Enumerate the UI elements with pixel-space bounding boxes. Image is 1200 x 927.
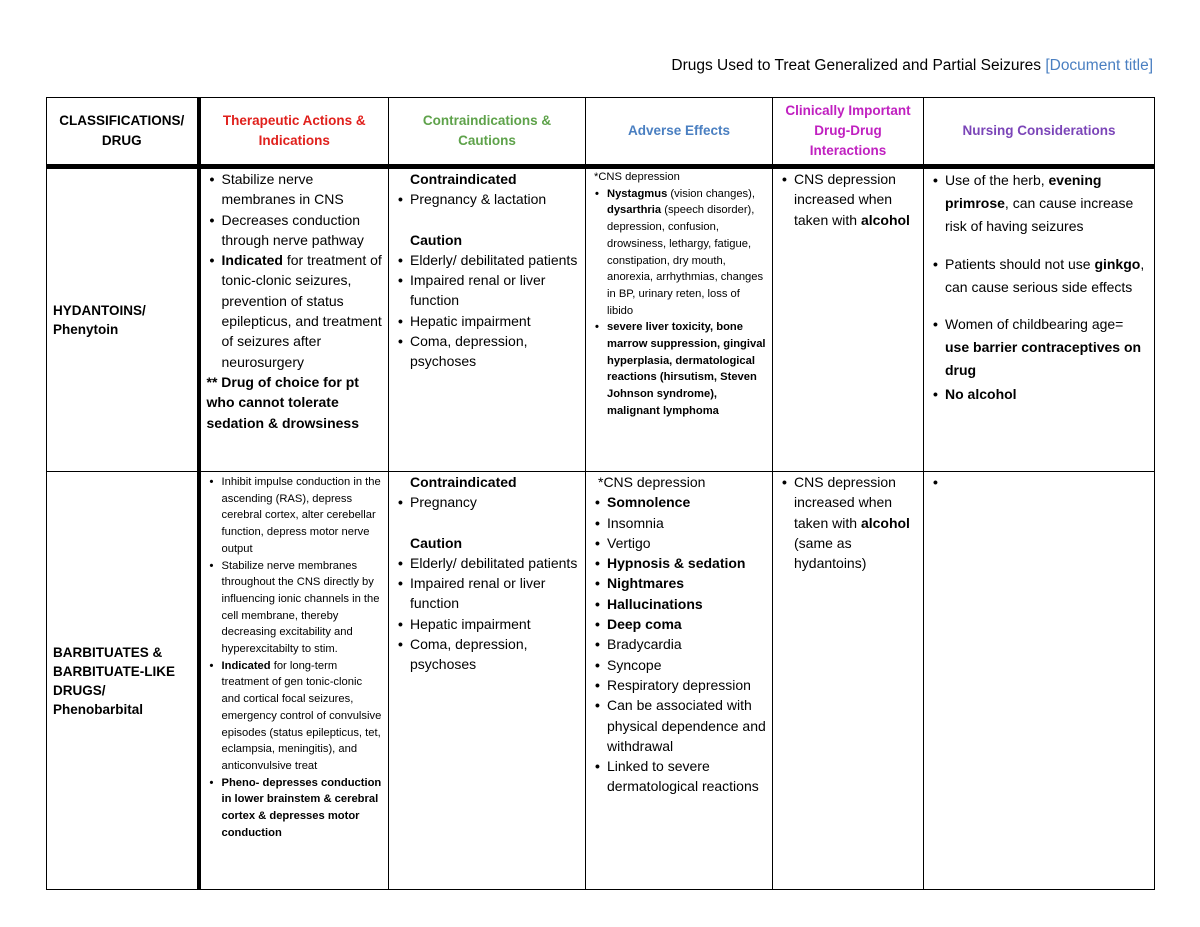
therapeutic-cell <box>199 472 389 890</box>
list-item: • Elderly/ debilitated patients <box>395 250 579 270</box>
list-item: • Somnolence <box>592 492 766 512</box>
col-header-therapeutic: Therapeutic Actions & Indications <box>199 98 389 167</box>
list-item: • CNS depression increased when taken with alcohol <box>779 169 917 230</box>
list-item: • Patients should not use ginkgo, can cause serious side effects <box>930 253 1148 299</box>
list-item: • severe liver toxicity, bone marrow suppression, gingival hyperplasia, dermatological reactions (hirsutism, Steven Johnson syndrome), malignant lymphoma <box>592 319 766 419</box>
list-item: • Hallucinations <box>592 594 766 614</box>
table-header-row <box>47 98 1155 167</box>
document-title-placeholder: [Document title] <box>1045 57 1153 74</box>
list-item: • Respiratory depression <box>592 675 766 695</box>
list-item: • Bradycardia <box>592 634 766 654</box>
list-item: • No alcohol <box>930 383 1148 406</box>
list-item: • Vertigo <box>592 533 766 553</box>
list-item: • Indicated for long-term treatment of gen tonic-clonic and cortical focal seizures, emergency control of convulsive episodes (status epilepticus, tet, eclampsia, meningitis), and anticonvulsive treat <box>207 658 383 775</box>
list-item: • Pregnancy & lactation <box>395 189 579 209</box>
list-item: • Can be associated with physical dependence and withdrawal <box>592 695 766 756</box>
interactions-cell <box>773 472 924 890</box>
list-item: • Syncope <box>592 655 766 675</box>
document-title: Drugs Used to Treat Generalized and Partial Seizures <box>671 57 1041 74</box>
list-item: • Stabilize nerve membranes in CNS <box>207 169 383 210</box>
list-item: • Hepatic impairment <box>395 614 579 634</box>
list-item: • Coma, depression, psychoses <box>395 331 579 372</box>
document-header <box>671 57 1153 75</box>
list-item: • Impaired renal or liver function <box>395 573 579 614</box>
col-header-nursing: Nursing Considerations <box>924 98 1155 167</box>
note-text: ** Drug of choice for pt who cannot tolerate sedation & drowsiness <box>206 373 359 431</box>
contraindications-cell: Contraindicated • Pregnancy Caution • Elderly/ debilitated patients • Impaired renal or liver function • Hepatic impairment • Coma, depression, psychoses <box>389 472 586 890</box>
therapeutic-cell <box>199 167 389 472</box>
list-item: • Hepatic impairment <box>395 311 579 331</box>
nursing-cell <box>924 167 1155 472</box>
list-item: • Deep coma <box>592 614 766 634</box>
list-item: • Nystagmus (vision changes), dysarthria (speech disorder), depression, confusion, drowsiness, lethargy, fatigue, constipation, dry mouth, anorexia, arrhythmias, changes in BP, urinary reten, loss of libido <box>592 186 766 320</box>
drug-table <box>46 97 1155 890</box>
nursing-cell <box>924 472 1155 890</box>
list-item: • Elderly/ debilitated patients <box>395 553 579 573</box>
col-header-adverse-effects: Adverse Effects <box>586 98 773 167</box>
drug-cell: BARBITUATES & BARBITUATE-LIKE DRUGS/ Phenobarbital <box>47 472 199 890</box>
table-row <box>47 167 1155 472</box>
list-item: • Decreases conduction through nerve pathway <box>207 210 383 251</box>
list-item: • Use of the herb, evening primrose, can cause increase risk of having seizures <box>930 169 1148 239</box>
col-header-contraindications: Contraindications & Cautions <box>389 98 586 167</box>
list-item: • Impaired renal or liver function <box>395 270 579 311</box>
table-row <box>47 472 1155 890</box>
list-item: • Inhibit impulse conduction in the ascending (RAS), depress cerebral cortex, alter cerebellar function, depress motor nerve output <box>207 474 383 558</box>
list-item: • Stabilize nerve membranes throughout the CNS directly by influencing ionic channels in the cell membrane, thereby decreasing excitability and hyperexcitabilty to stim. <box>207 558 383 658</box>
list-item: • Linked to severe dermatological reactions <box>592 756 766 797</box>
contraindications-cell: Contraindicated • Pregnancy & lactation Caution • Elderly/ debilitated patients • Impaired renal or liver function • Hepatic impairment • Coma, depression, psychoses <box>389 167 586 472</box>
list-item: • Indicated for treatment of tonic-clonic seizures, prevention of status epilepticus, and treatment of seizures after neurosurgery <box>207 250 383 372</box>
drug-cell: HYDANTOINS/ Phenytoin <box>47 167 199 472</box>
list-item: • Women of childbearing age= use barrier contraceptives on drug <box>930 313 1148 383</box>
adverse-effects-cell: *CNS depression • Nystagmus (vision changes), dysarthria (speech disorder), depression, confusion, drowsiness, lethargy, fatigue, constipation, dry mouth, anorexia, arrhythmias, changes in BP, urinary reten, loss of libido • severe liver toxicity, bone marrow suppression, gingival hyperplasia, dermatological reactions (hirsutism, Steven Johnson syndrome), malignant lymphoma <box>586 167 773 472</box>
list-item: • Nightmares <box>592 573 766 593</box>
interactions-cell <box>773 167 924 472</box>
list-item: • Coma, depression, psychoses <box>395 634 579 675</box>
adverse-effects-cell: *CNS depression • Somnolence • Insomnia • Vertigo • Hypnosis & sedation • Nightmares • Hallucinations • Deep coma • Bradycardia • Syncope • Respiratory depression • Can be associated with physical dependence and withdrawal • Linked to severe dermatological reactions <box>586 472 773 890</box>
list-item: • Pregnancy <box>395 492 579 512</box>
col-header-classification: CLASSIFICATIONS/ DRUG <box>47 98 199 167</box>
list-item: • Insomnia <box>592 513 766 533</box>
list-item: • CNS depression increased when taken with alcohol (same as hydantoins) <box>779 472 917 573</box>
list-item: • Hypnosis & sedation <box>592 553 766 573</box>
col-header-interactions: Clinically Important Drug-Drug Interactions <box>773 98 924 167</box>
list-item: • Pheno- depresses conduction in lower brainstem & cerebral cortex & depresses motor conduction <box>207 775 383 842</box>
